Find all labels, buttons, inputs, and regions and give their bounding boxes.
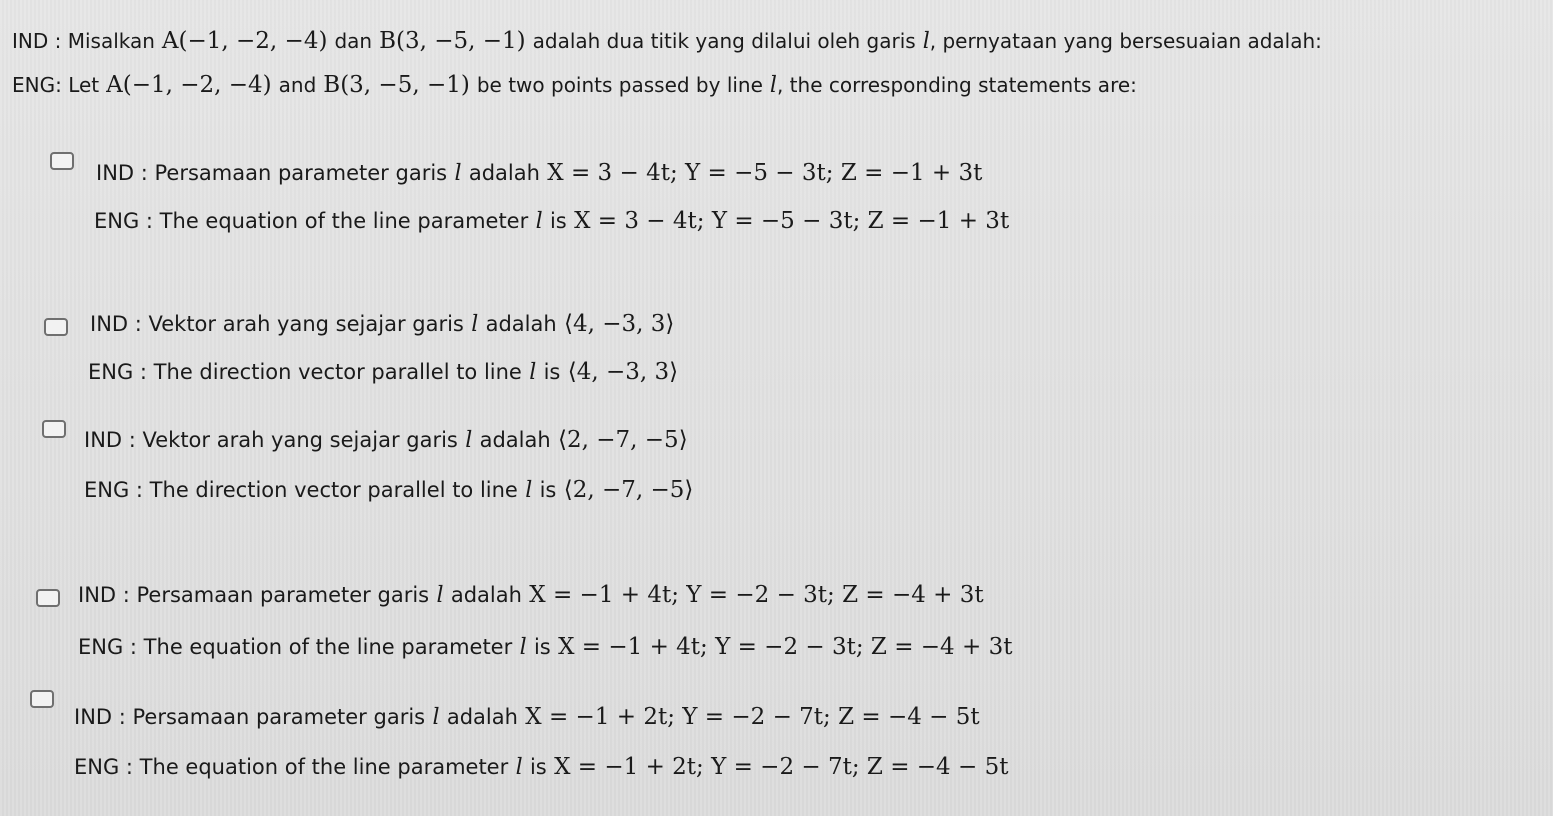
option-1-ind-mid: adalah	[468, 161, 540, 185]
option-1-ind-text: IND : Persamaan parameter garis	[96, 161, 448, 185]
option-3-ind-var: l	[465, 428, 473, 453]
option-2-eng-math: ⟨4, −3, 3⟩	[567, 359, 679, 385]
option-5-ind-var: l	[432, 705, 440, 730]
option-5-ind-text: IND : Persamaan parameter garis	[74, 705, 426, 729]
option-2-ind-mid: adalah	[485, 312, 557, 336]
option-2-ind-line	[90, 313, 674, 336]
option-2-checkbox[interactable]	[44, 318, 68, 336]
option-1-eng-text: ENG : The equation of the line parameter	[94, 209, 529, 233]
option-2-ind-var: l	[471, 312, 479, 337]
question-ind-mid: dan	[334, 29, 373, 53]
option-2-ind-text: IND : Vektor arah yang sejajar garis	[90, 312, 464, 336]
question-eng-prefix: ENG: Let	[12, 73, 100, 97]
option-3-eng-math: ⟨2, −7, −5⟩	[563, 477, 694, 503]
option-3-checkbox[interactable]	[42, 420, 66, 438]
option-4-eng-line	[78, 636, 1012, 659]
option-3-eng-line	[84, 479, 693, 502]
option-5-ind-line	[74, 706, 980, 729]
question-ind-line	[12, 30, 1322, 53]
option-4-ind-line	[78, 584, 984, 607]
option-4-eng-var: l	[519, 635, 527, 660]
option-4-checkbox[interactable]	[36, 589, 60, 607]
question-ind-var: l	[922, 29, 930, 54]
option-2-eng-line	[88, 361, 678, 384]
option-5-eng-math: X = −1 + 2t; Y = −2 − 7t; Z = −4 − 5t	[554, 754, 1009, 780]
question-ind-suffix: , pernyataan yang bersesuaian adalah:	[929, 29, 1322, 53]
option-5-eng-mid: is	[529, 755, 547, 779]
option-1-eng-mid: is	[549, 209, 567, 233]
option-3-ind-math: ⟨2, −7, −5⟩	[558, 427, 688, 453]
option-3-ind-mid: adalah	[479, 428, 551, 452]
option-5-eng-line	[74, 756, 1008, 779]
question-ind-point-b: B(3, −5, −1)	[379, 28, 526, 54]
option-1-eng-line	[94, 210, 1009, 233]
question-eng-mid: and	[278, 73, 317, 97]
option-1-eng-var: l	[535, 209, 543, 234]
option-4-eng-math: X = −1 + 4t; Y = −2 − 3t; Z = −4 + 3t	[558, 634, 1013, 660]
option-5-eng-text: ENG : The equation of the line parameter	[74, 755, 509, 779]
option-4-ind-mid: adalah	[450, 583, 522, 607]
option-5-ind-math: X = −1 + 2t; Y = −2 − 7t; Z = −4 − 5t	[525, 704, 980, 730]
question-eng-point-b: B(3, −5, −1)	[323, 72, 470, 98]
option-5-checkbox[interactable]	[30, 690, 54, 708]
option-2-eng-var: l	[529, 360, 537, 385]
option-3-eng-text: ENG : The direction vector parallel to line	[84, 478, 518, 502]
question-ind-mid2: adalah dua titik yang dilalui oleh garis	[532, 29, 916, 53]
option-1-ind-line	[96, 162, 982, 185]
question-eng-mid2: be two points passed by line	[476, 73, 763, 97]
option-3-ind-line	[84, 429, 688, 452]
option-5-ind-mid: adalah	[446, 705, 518, 729]
option-3-ind-text: IND : Vektor arah yang sejajar garis	[84, 428, 458, 452]
option-4-eng-text: ENG : The equation of the line parameter	[78, 635, 513, 659]
option-3-eng-mid: is	[539, 478, 557, 502]
question-ind-prefix: IND : Misalkan	[12, 29, 155, 53]
option-1-ind-var: l	[454, 161, 462, 186]
question-eng-var: l	[769, 73, 777, 98]
option-4-ind-text: IND : Persamaan parameter garis	[78, 583, 430, 607]
option-5-eng-var: l	[515, 755, 523, 780]
option-3-eng-var: l	[525, 478, 533, 503]
question-eng-suffix: , the corresponding statements are:	[776, 73, 1137, 97]
question-eng-point-a: A(−1, −2, −4)	[106, 72, 272, 98]
option-4-ind-math: X = −1 + 4t; Y = −2 − 3t; Z = −4 + 3t	[529, 582, 984, 608]
question-eng-line	[12, 74, 1137, 97]
option-2-eng-mid: is	[543, 360, 561, 384]
option-4-eng-mid: is	[533, 635, 551, 659]
option-2-eng-text: ENG : The direction vector parallel to line	[88, 360, 522, 384]
option-2-ind-math: ⟨4, −3, 3⟩	[564, 311, 675, 337]
option-1-ind-math: X = 3 − 4t; Y = −5 − 3t; Z = −1 + 3t	[547, 160, 983, 186]
option-1-eng-math: X = 3 − 4t; Y = −5 − 3t; Z = −1 + 3t	[574, 208, 1010, 234]
question-ind-point-a: A(−1, −2, −4)	[161, 28, 328, 54]
option-4-ind-var: l	[436, 583, 444, 608]
option-1-checkbox[interactable]	[50, 152, 74, 170]
